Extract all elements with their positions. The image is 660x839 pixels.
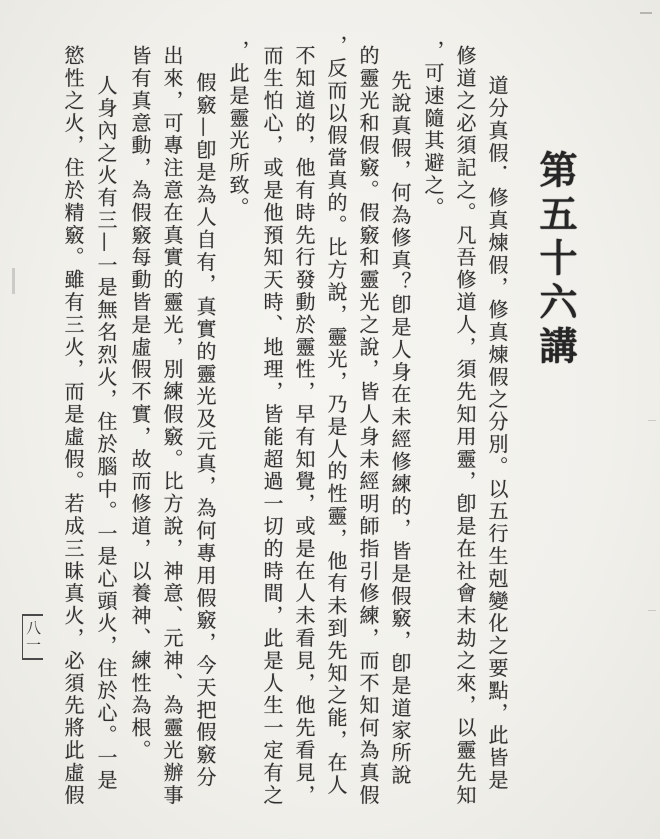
scan-mark — [648, 420, 656, 421]
lecture-title: 第五十六講 — [533, 150, 578, 370]
text-column-2: 修道之必須記之。凡吾修道人，須先知用靈，卽是在社會末劫之來，以靈先知 — [453, 45, 477, 807]
text-column-9: ，此是靈光所致。 — [226, 40, 250, 220]
scan-mark — [648, 610, 656, 611]
text-column-14: 慾性之火，住於精竅。雖有三火，而是虛假。若成三昧真火，必須先將此虛假 — [61, 45, 85, 807]
scan-mark — [640, 12, 652, 14]
text-column-4: 先說真假，何為修真？卽是人身在未經修練的，皆是假竅，卽是道家所說 — [388, 70, 412, 787]
page-number: 八一 — [22, 614, 43, 660]
text-column-13: 人身內之火有三—一是無名烈火，住於腦中。一是心頭火，住於心。一是 — [94, 75, 118, 792]
text-column-7: 不知道的，他有時先行發動於靈性，早有知覺，或是在人未看見，他先看見， — [292, 45, 316, 807]
scan-mark — [12, 268, 15, 294]
text-column-3: ，可速隨其避之。 — [421, 40, 445, 220]
text-column-11: 出來，可專注意在真實的靈光，別練假竅。比方說，神意、元神、為靈光辦事 — [160, 45, 184, 807]
text-column-10: 假竅—卽是為人自有，真實的靈光及元真，為何專用假竅，今天把假竅分 — [193, 72, 217, 789]
text-column-5: 的靈光和假竅。假竅和靈光之說，皆人身未經明師指引修練，而不知何為真假 — [356, 45, 380, 807]
text-column-1: 道分真假．修真煉假，修真煉假之分別。以五行生剋變化之要點，此皆是 — [485, 75, 509, 792]
text-column-8: 而生怕心，或是他預知天時、地理，皆能超過一切的時間，此是人生一定有之 — [260, 45, 284, 807]
text-column-6: ，反而以假當真的。比方說，靈光，乃是人的性靈，他有未到先知之能，在人 — [324, 35, 348, 797]
text-column-12: 皆有真意動，為假竅每動皆是虛假不實，故而修道，以養神、練性為根。 — [128, 45, 152, 762]
